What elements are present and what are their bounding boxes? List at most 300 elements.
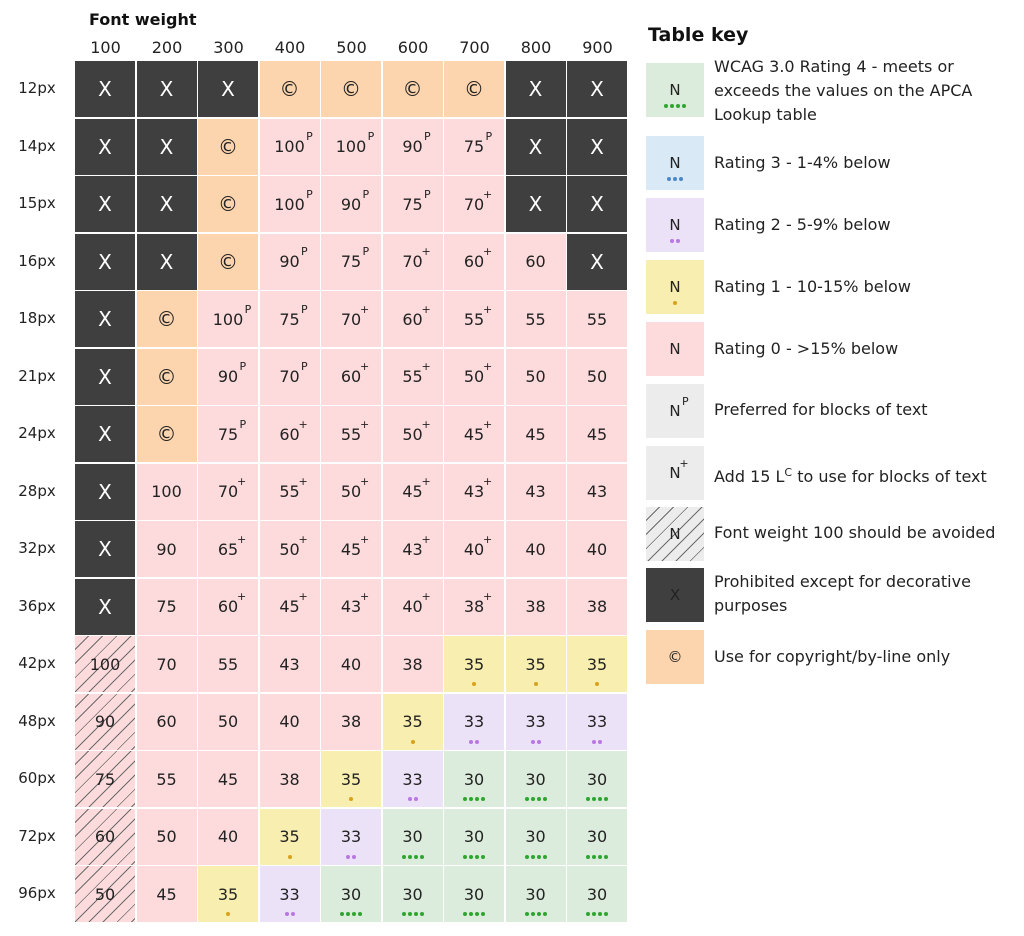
table-cell	[383, 521, 443, 577]
cell-value: 55	[217, 654, 239, 674]
table-cell	[260, 349, 320, 405]
key-text-main: Font weight 100 should be avoided	[714, 523, 996, 542]
cell-value: X	[590, 77, 604, 101]
key-swatch	[646, 136, 704, 190]
table-cell	[383, 751, 443, 807]
rating-dot	[604, 912, 608, 916]
table-cell	[321, 406, 381, 462]
rating-dots	[444, 740, 504, 744]
cell-value: 75 P	[340, 245, 370, 271]
table-cell	[137, 866, 197, 922]
rating-dot	[408, 912, 412, 916]
cell-superscript: +	[298, 590, 308, 603]
cell-value: X	[590, 249, 604, 274]
rating-dots	[383, 912, 443, 916]
table-cell	[444, 61, 504, 117]
rating-dot	[525, 855, 529, 859]
rating-dot	[469, 912, 473, 916]
rating-dot	[481, 797, 485, 801]
table-cell	[321, 291, 381, 347]
table-cell	[383, 866, 443, 922]
table-cell	[506, 119, 566, 175]
table-cell	[260, 521, 320, 577]
rating-dot	[402, 855, 406, 859]
rating-dots	[567, 740, 627, 744]
cell-value: 30	[463, 884, 485, 904]
rating-dot	[475, 797, 479, 801]
cell-value: 30	[525, 884, 546, 904]
key-description	[714, 398, 1020, 422]
rating-dot	[586, 912, 590, 916]
rating-dot	[288, 855, 292, 859]
rating-dots	[321, 855, 381, 859]
row-header-21px: 21px	[18, 366, 56, 385]
cell-value: 70 +	[340, 302, 370, 329]
column-header-600: 600	[397, 38, 429, 57]
rating-dot	[475, 740, 479, 744]
rating-dot	[673, 177, 677, 181]
rating-dots	[506, 740, 566, 744]
cell-superscript: +	[482, 590, 493, 603]
cell-value: 65 +	[217, 532, 247, 559]
table-cell	[137, 234, 197, 290]
table-cell	[506, 751, 566, 807]
rating-dots	[567, 855, 627, 859]
rating-dots	[260, 855, 320, 859]
cell-value: 43 +	[340, 590, 370, 616]
cell-value: ©	[218, 249, 238, 274]
key-text-rest: to use for blocks of text	[792, 467, 987, 486]
cell-value: 75 P	[279, 302, 308, 329]
cell-superscript: +	[421, 417, 431, 431]
cell-value: 70 +	[402, 245, 431, 271]
table-key	[646, 0, 1024, 936]
rating-dot	[463, 797, 467, 801]
cell-value: 50	[156, 827, 177, 846]
table-cell	[137, 694, 197, 750]
cell-value: X	[98, 307, 112, 331]
table-cell	[444, 464, 504, 520]
column-header-300: 300	[213, 38, 244, 57]
table-cell	[383, 579, 443, 635]
table-cell	[321, 809, 381, 865]
table-cell	[383, 349, 443, 405]
rating-dot	[679, 177, 683, 181]
rating-dot	[592, 740, 596, 744]
table-cell	[198, 119, 258, 175]
cell-value: 45	[525, 424, 546, 444]
cell-superscript: +	[236, 532, 247, 546]
rating-dots	[383, 855, 443, 859]
table-cell	[260, 579, 320, 635]
key-description	[714, 275, 1020, 299]
row-header-12px: 12px	[18, 79, 56, 97]
cell-superscript: P	[362, 245, 370, 258]
cell-value: 60 +	[279, 417, 308, 444]
table-cell	[198, 521, 258, 577]
cell-value: 40 +	[463, 532, 493, 559]
table-cell	[137, 349, 197, 405]
rating-dot	[414, 797, 418, 801]
table-cell	[506, 464, 566, 520]
table-cell	[260, 61, 320, 117]
cell-superscript: +	[298, 475, 308, 488]
key-text-main: Preferred for blocks of text	[714, 400, 928, 419]
cell-superscript: +	[359, 302, 370, 316]
rating-dot	[543, 797, 547, 801]
table-cell	[260, 636, 320, 692]
cell-value: 100	[151, 482, 182, 501]
cell-value: X	[590, 192, 604, 216]
cell-value: 43 +	[402, 532, 431, 559]
table-cell	[198, 636, 258, 692]
table-cell	[75, 349, 135, 405]
cell-superscript: +	[482, 302, 493, 316]
cell-superscript: +	[482, 532, 493, 546]
rating-dot	[598, 855, 602, 859]
cell-value: 40	[340, 654, 362, 674]
cell-value: ©	[279, 77, 300, 101]
cell-superscript: +	[482, 245, 493, 258]
rating-dots	[198, 912, 258, 916]
table-cell	[198, 291, 258, 347]
rating-dot	[667, 177, 671, 181]
table-cell	[321, 119, 381, 175]
rating-dot	[414, 855, 418, 859]
table-cell	[75, 636, 135, 692]
table-cell	[198, 809, 258, 865]
rating-dot	[481, 912, 485, 916]
table-cell	[444, 579, 504, 635]
cell-value: ©	[218, 192, 238, 216]
rating-dot	[525, 912, 529, 916]
rating-dot	[537, 855, 541, 859]
table-cell	[444, 291, 504, 347]
key-text-main: WCAG 3.0 Rating 4 - meets or exceeds the values on the APCA Lookup table	[714, 57, 973, 124]
table-cell	[567, 579, 627, 635]
cell-value: 100 P	[212, 302, 252, 329]
table-cell	[567, 176, 627, 232]
table-cell	[506, 291, 566, 347]
key-description	[714, 645, 1020, 669]
table-cell	[198, 176, 258, 232]
cell-value: 30	[463, 827, 485, 846]
rating-dot	[475, 912, 479, 916]
table-cell	[383, 809, 443, 865]
rating-dot	[682, 104, 686, 108]
cell-value: 50 +	[463, 360, 493, 386]
table-cell	[260, 809, 320, 865]
cell-value: 60 +	[217, 590, 247, 616]
table-cell	[383, 406, 443, 462]
cell-value: 33	[402, 769, 423, 789]
key-description	[714, 55, 1020, 127]
cell-superscript: +	[359, 475, 370, 488]
cell-superscript: +	[236, 590, 247, 603]
cell-value: 30	[525, 827, 546, 846]
key-swatch	[646, 260, 704, 314]
cell-value: X	[590, 134, 604, 159]
key-description	[714, 461, 1020, 489]
table-cell	[137, 809, 197, 865]
table-cell	[260, 694, 320, 750]
cell-value: 38 +	[463, 590, 493, 616]
table-cell	[260, 406, 320, 462]
rating-dots	[321, 912, 381, 916]
cell-value: 30	[402, 884, 423, 904]
table-cell	[137, 406, 197, 462]
table-cell	[506, 406, 566, 462]
cell-value: 45 +	[402, 475, 431, 501]
cell-value: 33	[463, 712, 485, 731]
cell-superscript: +	[482, 360, 493, 373]
table-cell	[321, 751, 381, 807]
cell-value: 55	[156, 769, 177, 789]
cell-value: 55 +	[340, 417, 370, 444]
rating-dots	[567, 682, 627, 686]
rating-dot	[420, 912, 424, 916]
cell-superscript: P	[306, 130, 313, 143]
rating-dots	[646, 104, 704, 108]
rating-dot	[531, 912, 535, 916]
cell-superscript: +	[298, 417, 308, 431]
rating-dot	[349, 797, 353, 801]
table-cell	[567, 694, 627, 750]
table-cell	[444, 694, 504, 750]
key-text-main: Rating 0 - >15% below	[714, 339, 899, 358]
cell-value: 50	[586, 367, 608, 386]
row-header-60px: 60px	[18, 769, 56, 787]
column-header-200: 200	[151, 38, 183, 57]
rating-dot	[469, 855, 473, 859]
cell-value: 40	[217, 827, 239, 846]
table-cell	[444, 234, 504, 290]
table-cell	[198, 694, 258, 750]
cell-value: 38	[279, 769, 300, 789]
table-cell	[383, 234, 443, 290]
key-swatch	[646, 568, 704, 622]
cell-superscript: +	[421, 302, 431, 316]
rating-dot	[537, 797, 541, 801]
table-cell	[444, 521, 504, 577]
cell-value: 30	[463, 769, 485, 789]
cell-value: 33	[279, 884, 300, 904]
key-symbol: N	[669, 340, 681, 358]
cell-value: 43	[279, 654, 300, 674]
rating-dots	[444, 797, 504, 801]
rating-dot	[475, 855, 479, 859]
key-text-main: Rating 1 - 10-15% below	[714, 277, 911, 296]
rating-dot	[676, 104, 680, 108]
column-header-900: 900	[582, 38, 613, 57]
cell-value: 50	[217, 712, 239, 731]
cell-value: 45 +	[279, 590, 308, 616]
table-cell	[321, 694, 381, 750]
rating-dots	[383, 797, 443, 801]
cell-superscript: +	[359, 532, 370, 546]
table-cell	[506, 579, 566, 635]
table-cell	[75, 579, 135, 635]
cell-value: 55 +	[402, 360, 431, 386]
table-cell	[567, 521, 627, 577]
key-symbol: X	[669, 586, 681, 604]
rating-dot	[595, 682, 599, 686]
key-swatch	[646, 630, 704, 684]
rating-dots	[646, 239, 704, 243]
table-cell	[75, 809, 135, 865]
cell-value: 45 +	[463, 417, 493, 444]
cell-superscript: +	[421, 245, 431, 258]
table-cell	[567, 61, 627, 117]
cell-value: 50	[525, 367, 546, 386]
key-text-main: Add 15 L	[714, 467, 785, 486]
table-cell	[198, 234, 258, 290]
cell-superscript: P	[306, 187, 313, 201]
rating-dots	[506, 682, 566, 686]
row-header-48px: 48px	[18, 711, 56, 730]
cell-value: 60	[525, 252, 546, 271]
rating-dot	[463, 855, 467, 859]
table-cell	[506, 234, 566, 290]
rating-dot	[463, 912, 467, 916]
cell-value: 35	[463, 654, 485, 674]
cell-value: 40	[525, 539, 546, 559]
cell-value: 30	[586, 884, 608, 904]
key-swatch	[646, 507, 704, 561]
rating-dot	[592, 797, 596, 801]
key-description	[714, 151, 1020, 175]
rating-dot	[598, 740, 602, 744]
key-swatch	[646, 384, 704, 438]
column-header-800: 800	[520, 38, 552, 57]
key-symbol: N P	[669, 395, 689, 420]
rating-dot	[670, 239, 674, 243]
cell-superscript: P	[367, 130, 375, 143]
table-cell	[567, 751, 627, 807]
table-cell	[198, 579, 258, 635]
table-cell	[567, 866, 627, 922]
row-header-15px: 15px	[18, 194, 56, 212]
key-text-main: Rating 2 - 5-9% below	[714, 215, 891, 234]
table-cell	[444, 349, 504, 405]
cell-value: 60	[156, 712, 177, 731]
table-cell	[506, 809, 566, 865]
cell-value: 38	[525, 597, 546, 616]
rating-dot	[673, 301, 677, 305]
rating-dot	[346, 912, 350, 916]
column-header-500: 500	[336, 38, 367, 57]
cell-value: X	[98, 249, 112, 274]
rating-dot	[411, 740, 415, 744]
rating-dot	[472, 682, 476, 686]
table-cell	[137, 579, 197, 635]
cell-value: 90 P	[217, 360, 247, 386]
cell-value: 100 P	[335, 130, 375, 156]
table-cell	[506, 521, 566, 577]
table-cell	[75, 406, 135, 462]
cell-superscript: P	[239, 417, 247, 431]
table-cell	[567, 349, 627, 405]
cell-superscript: P	[424, 130, 431, 143]
table-cell	[198, 406, 258, 462]
table-cell	[260, 119, 320, 175]
key-symbol: ©	[667, 648, 683, 666]
table-cell	[444, 176, 504, 232]
table-cell	[383, 464, 443, 520]
cell-value: 38	[340, 712, 362, 731]
cell-value: 35	[525, 654, 546, 674]
cell-value: X	[159, 134, 174, 159]
key-swatch	[646, 198, 704, 252]
cell-value: X	[98, 77, 112, 101]
rating-dot	[340, 912, 344, 916]
cell-value: 33	[525, 712, 546, 731]
key-description	[714, 570, 1020, 618]
table-cell	[444, 751, 504, 807]
key-symbol: N +	[669, 457, 689, 482]
table-cell	[321, 521, 381, 577]
cell-superscript: P	[485, 130, 493, 143]
cell-value: 40	[279, 712, 300, 731]
table-cell	[321, 176, 381, 232]
cell-superscript: +	[482, 475, 493, 488]
table-cell	[567, 464, 627, 520]
cell-value: 70	[156, 654, 177, 674]
key-text-main: Prohibited except for decorative purposes	[714, 572, 971, 615]
table-cell	[321, 349, 381, 405]
table-cell	[260, 866, 320, 922]
cell-superscript: +	[421, 590, 431, 603]
rating-dot	[402, 912, 406, 916]
rating-dot	[598, 797, 602, 801]
table-cell	[75, 176, 135, 232]
rating-dots	[260, 912, 320, 916]
cell-superscript: P	[301, 360, 308, 373]
table-cell	[383, 119, 443, 175]
rating-dot	[586, 797, 590, 801]
table-cell	[506, 61, 566, 117]
cell-value: 30	[586, 827, 608, 846]
table-cell	[137, 291, 197, 347]
key-swatch	[646, 446, 704, 500]
key-description	[714, 337, 1020, 361]
row-header-96px: 96px	[18, 884, 56, 902]
rating-dots	[567, 797, 627, 801]
rating-dot	[534, 682, 538, 686]
cell-value: 60	[94, 827, 116, 846]
table-cell	[506, 349, 566, 405]
cell-value: 38	[586, 597, 608, 616]
cell-value: 50 +	[402, 417, 431, 444]
cell-value: 43	[525, 482, 546, 501]
table-cell	[198, 751, 258, 807]
cell-superscript: +	[298, 532, 308, 546]
key-description	[714, 521, 1020, 545]
rating-dot	[414, 912, 418, 916]
table-cell	[75, 751, 135, 807]
cell-value: 90 P	[340, 187, 370, 214]
row-header-28px: 28px	[18, 481, 56, 500]
cell-value: 60 +	[463, 245, 493, 271]
table-cell	[75, 464, 135, 520]
cell-value: 40 +	[402, 590, 431, 616]
column-header-400: 400	[274, 38, 306, 57]
rating-dot	[537, 740, 541, 744]
key-title: Table key	[648, 24, 749, 46]
rating-dot	[670, 104, 674, 108]
rating-dot	[226, 912, 230, 916]
rating-dot	[469, 797, 473, 801]
